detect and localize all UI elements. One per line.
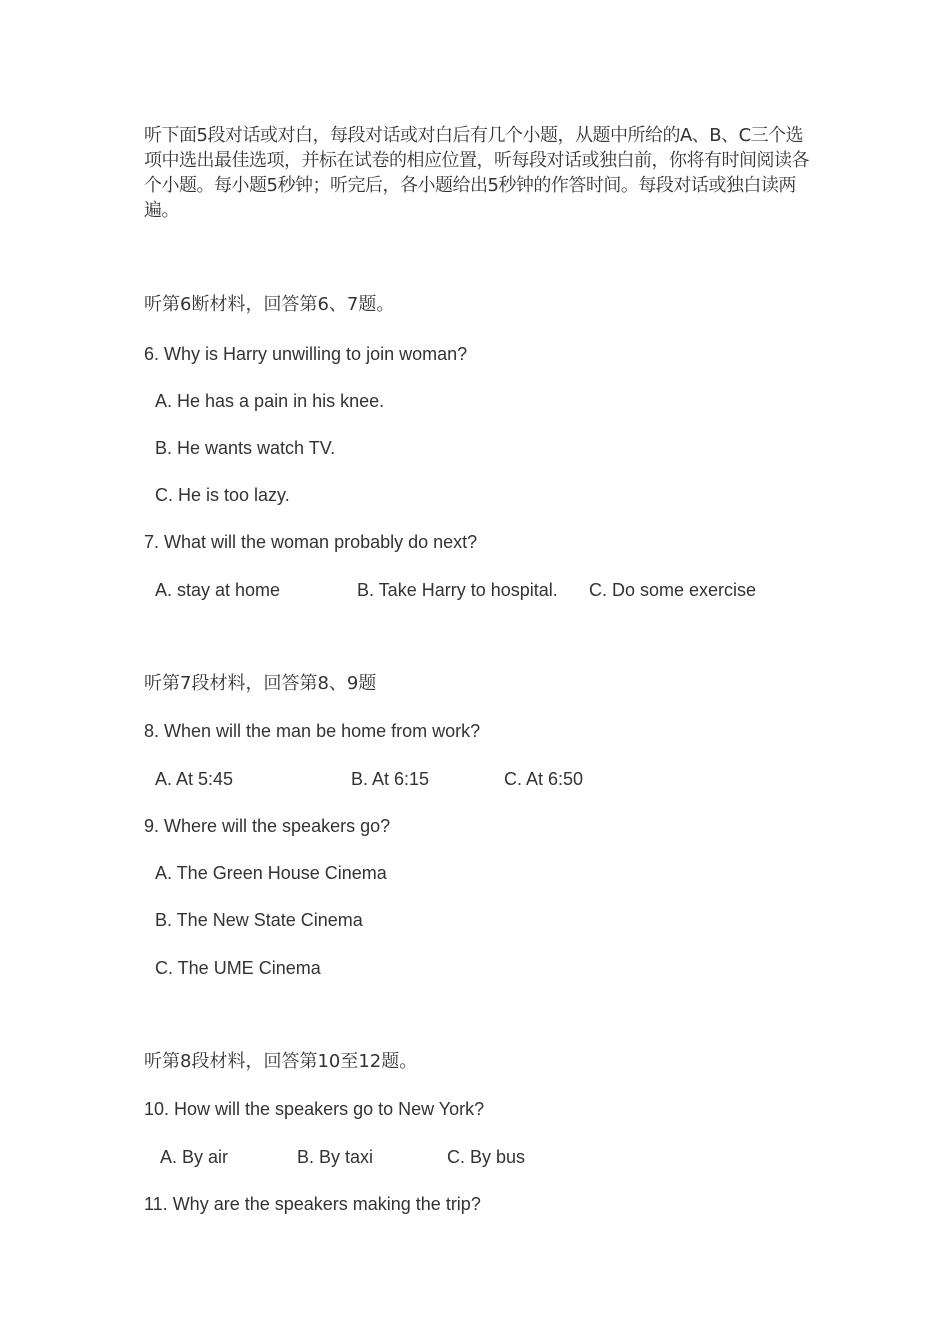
option-6a: A. He has a pain in his knee.	[155, 391, 385, 411]
option-8a: A. At 5:45	[155, 769, 234, 789]
question-9: 9. Where will the speakers go?	[144, 816, 391, 836]
section-heading: 听第8段材料，回答第10至12题。	[144, 1051, 418, 1072]
option-9c: C. The UME Cinema	[155, 958, 321, 978]
question-8: 8. When will the man be home from work?	[144, 721, 481, 741]
option-9b: B. The New State Cinema	[155, 910, 363, 930]
question-10: 10. How will the speakers go to New York?	[144, 1099, 485, 1119]
option-6b: B. He wants watch TV.	[155, 438, 336, 458]
listening-instructions: 听下面5段对话或对白，每段对话或对白后有几个小题，从题中所给的A、B、C三个选项中选出最佳选项，并标在试卷的相应位置，听每段对话或独白前，你将有时间阅读各个小题。每小题5秒钟；听完后，各小题给出5秒钟的作答时间。每段对话或独白读两遍。	[144, 125, 809, 221]
question-7: 7. What will the woman probably do next?	[144, 532, 478, 552]
section-heading: 听第6断材料，回答第6、7题。	[144, 294, 395, 315]
option-10a: A. By air	[160, 1147, 229, 1167]
option-8c: C. At 6:50	[504, 769, 584, 789]
option-8b: B. At 6:15	[351, 769, 430, 789]
question-11: 11. Why are the speakers making the trip?	[144, 1194, 481, 1214]
option-6c: C. He is too lazy.	[155, 485, 290, 505]
option-7a: A. stay at home	[155, 580, 281, 600]
section-heading: 听第7段材料，回答第8、9题	[144, 673, 377, 694]
option-10b: B. By taxi	[297, 1147, 374, 1167]
option-9a: A. The Green House Cinema	[155, 863, 387, 883]
option-7c: C. Do some exercise	[589, 580, 757, 600]
question-6: 6. Why is Harry unwilling to join woman?	[144, 344, 468, 364]
option-10c: C. By bus	[447, 1147, 526, 1167]
option-7b: B. Take Harry to hospital.	[357, 580, 558, 600]
